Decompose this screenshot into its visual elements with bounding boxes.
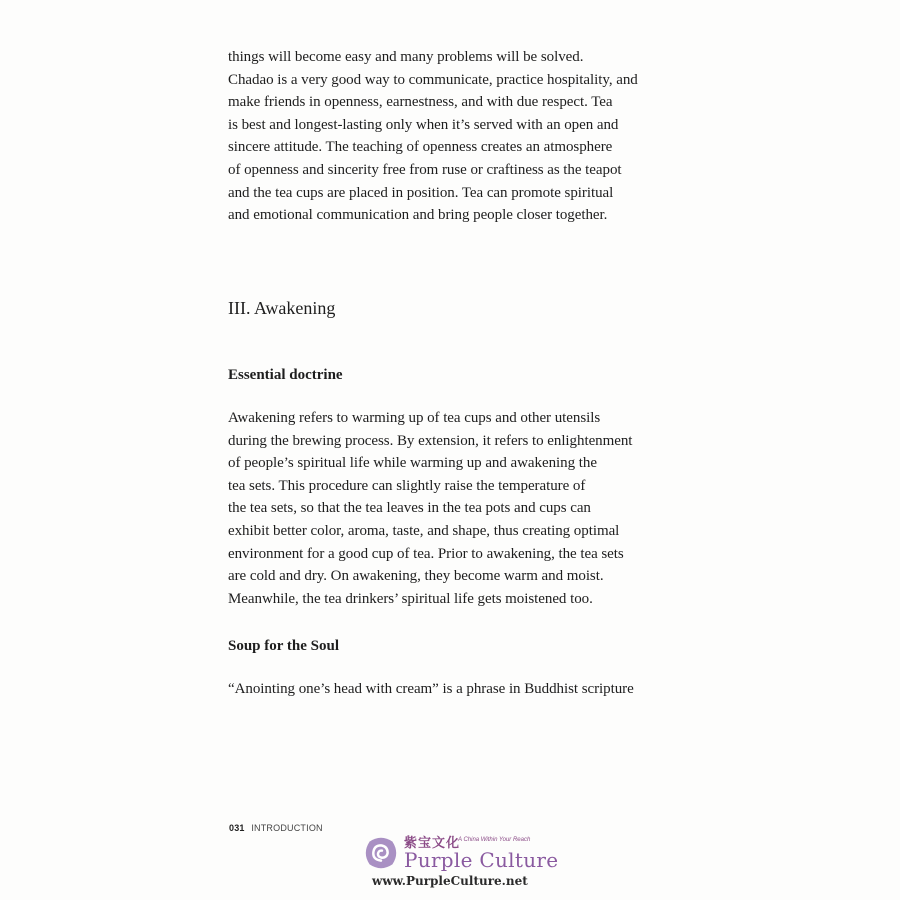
swirl-logo-icon: [362, 834, 400, 872]
text-line: during the brewing process. By extension, it refers to enlightenment: [228, 432, 633, 449]
watermark-brand: Purple Culture: [404, 848, 559, 872]
essential-doctrine-heading: Essential doctrine: [228, 367, 343, 383]
text-line: and emotional communication and bring people closer together.: [228, 207, 608, 224]
soup-for-the-soul-heading: Soup for the Soul: [228, 638, 340, 654]
text-line: Chadao is a very good way to communicate, practice hospitality, and: [228, 71, 638, 88]
text-line: environment for a good cup of tea. Prior to awakening, the tea sets: [228, 545, 624, 562]
text-line: “Anointing one’s head with cream” is a phrase in Buddhist scripture: [228, 681, 634, 697]
text-line: things will become easy and many problems will be solved.: [228, 49, 584, 65]
text-line: sincere attitude. The teaching of openness creates an atmosphere: [228, 139, 613, 156]
text-line: is best and longest-lasting only when it’s served with an open and: [228, 116, 619, 133]
section-heading: III. Awakening: [228, 298, 336, 318]
text-line: are cold and dry. On awakening, they become warm and moist.: [228, 568, 604, 585]
text-line: Awakening refers to warming up of tea cups and other utensils: [228, 410, 601, 426]
soup-paragraph: [228, 678, 634, 701]
page-footer: [229, 823, 323, 833]
watermark-chinese-name: 紫宝文化: [404, 836, 461, 851]
text-line: make friends in openness, earnestness, and with due respect. Tea: [228, 94, 613, 111]
text-line: tea sets. This procedure can slightly raise the temperature of: [228, 477, 586, 494]
text-line: the tea sets, so that the tea leaves in the tea pots and cups can: [228, 500, 591, 517]
watermark-url: www.PurpleCulture.net: [372, 874, 528, 888]
intro-paragraph: [228, 46, 638, 227]
text-line: Meanwhile, the tea drinkers’ spiritual life gets moistened too.: [228, 590, 593, 607]
text-line: of people’s spiritual life while warming up and awakening the: [228, 455, 597, 472]
essential-doctrine-paragraph: [228, 407, 632, 610]
watermark-tagline: A China Within Your Reach: [458, 837, 531, 843]
text-line: of openness and sincerity free from ruse or craftiness as the teapot: [228, 161, 622, 178]
page-number: 031: [229, 823, 245, 833]
running-footer-label: INTRODUCTION: [251, 823, 323, 833]
purple-culture-watermark: [362, 830, 559, 890]
text-line: exhibit better color, aroma, taste, and shape, thus creating optimal: [228, 522, 620, 539]
text-line: and the tea cups are placed in position. Tea can promote spiritual: [228, 184, 614, 201]
